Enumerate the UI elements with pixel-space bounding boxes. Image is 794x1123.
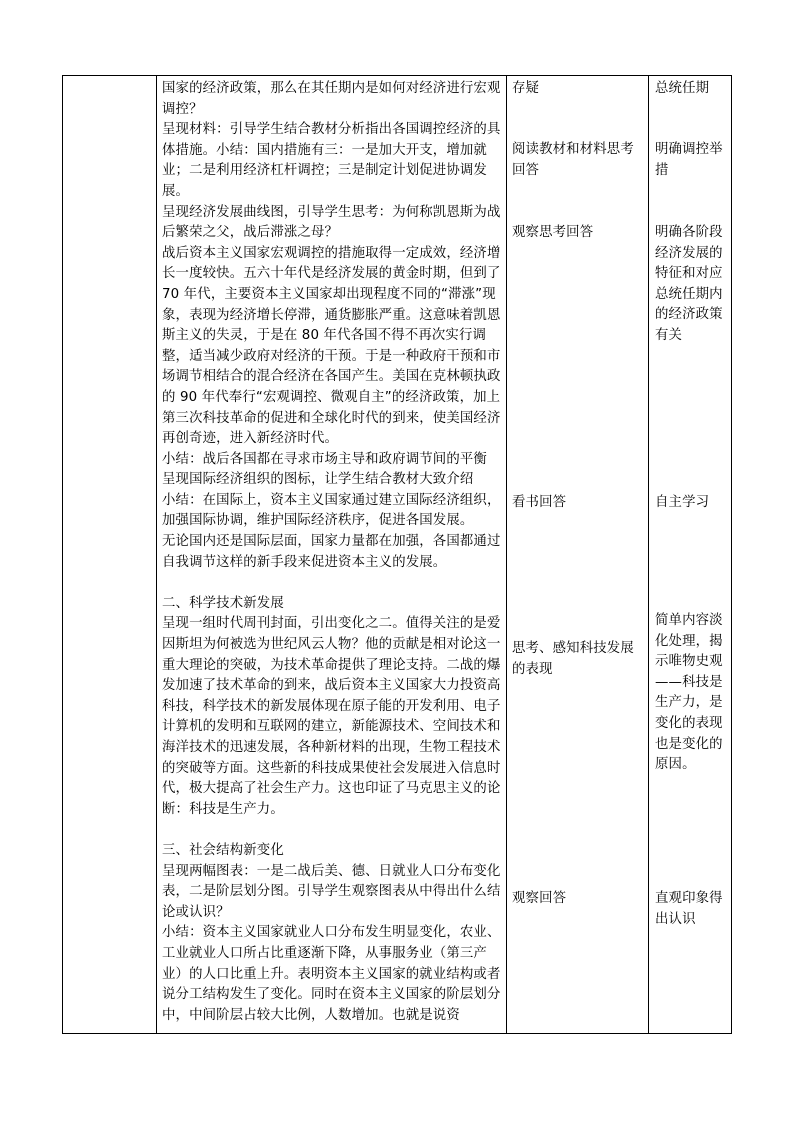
column-divider	[156, 76, 157, 1033]
design-intent: 简单内容淡化处理，揭示唯物史观——科技是生产力，是变化的表现也是变化的原因。	[655, 613, 723, 773]
section-heading: 三、社会结构新变化	[162, 842, 284, 858]
section-heading: 二、科学技术新发展	[162, 595, 284, 611]
student-activity: 观察回答	[512, 891, 567, 906]
paragraph: 呈现经济发展曲线图，引导学生思考：为何称凯恩斯为战后繁荣之父，战后滞涨之母？	[162, 204, 501, 241]
column-divider	[648, 76, 649, 1033]
design-intent: 明确调控举措	[655, 142, 723, 178]
paragraph: 呈现材料：引导学生结合教材分析指出各国调控经济的具体措施。小结：国内措施有三：一是加大开支，增加就业；二是利用经济杠杆调控；三是制定计划促进协调发展。	[162, 122, 501, 199]
student-activity: 思考、感知科技发展的表现	[512, 641, 634, 677]
paragraph: 呈现两幅图表：一是二战后美、德、日就业人口分布变化表，二是阶层划分图。引导学生观察图表从中得出什么结论或认识？	[162, 863, 501, 920]
paragraph: 呈现国际经济组织的图标，让学生结合教材大致介绍	[162, 472, 474, 488]
teaching-content-cell	[162, 79, 505, 1026]
paragraph: 呈现一组时代周刊封面，引出变化之二。值得关注的是爱因斯坦为何被选为世纪风云人物？他的贡献是相对论这一重大理论的突破，为技术革命提供了理论支持。二战的爆发加速了技术革命的到来，战后资本主义国家大力投资高科技，科学技术的新发展体现在原子能的开发利用、电子计算机的发明和互联网的建立，新能源技术、空间技术和海洋技术的迅速发展，各种新材料的出现，生物工程技术的突破等方面。这些新的科技成果使社会发展进入信息时代，极大提高了社会生产力。这也印证了马克思主义的论断：科技是生产力。	[162, 616, 501, 817]
design-intent: 直观印象得出认识	[655, 891, 723, 927]
student-activity: 观察思考回答	[512, 225, 594, 240]
student-activity: 阅读教材和材料思考回答	[512, 142, 634, 178]
column-divider	[506, 76, 507, 1033]
paragraph: 国家的经济政策，那么在其任期内是如何对经济进行宏观调控？	[162, 81, 501, 117]
student-activity: 存疑	[512, 81, 540, 96]
paragraph: 战后资本主义国家宏观调控的措施取得一定成效，经济增长一度较快。五六十年代是经济发展的黄金时期，但到了 70 年代，主要资本主义国家却出现程度不同的“滞涨”现象，表现为经济增长停滞，通货膨胀严重。这意味着凯恩斯主义的失灵，于是在 80 年代各国不得不再次实行调整，适当减少政府对经济的干预。于是一种政府干预和市场调节相结合的混合经济在各国产生。美国在克林顿执政的 90 年代奉行“宏观调控、微观自主”的经济政策，加上第三次科技革命的促进和全球化时代的到来，使美国经济再创奇迹，进入新经济时代。	[162, 245, 505, 447]
design-intent: 明确各阶段经济发展的特征和对应总统任期内的经济政策有关	[655, 225, 723, 343]
design-intent: 总统任期	[655, 81, 710, 96]
paragraph: 无论国内还是国际层面，国家力量都在加强，各国都通过自我调节这样的新手段来促进资本主义的发展。	[162, 534, 501, 570]
student-activity: 看书回答	[512, 495, 567, 510]
paragraph: 小结：在国际上，资本主义国家通过建立国际经济组织，加强国际协调，维护国际经济秩序，促进各国发展。	[162, 492, 501, 529]
paragraph: 小结：资本主义国家就业人口分布发生明显变化，农业、工业就业人口所占比重逐渐下降，从事服务业（第三产业）的人口比重上升。表明资本主义国家的就业结构或者说分工结构发生了变化。同时在资本主义国家的阶层划分中，中间阶层占较大比例，人数增加。也就是说资	[162, 925, 501, 1023]
lesson-plan-table	[62, 75, 732, 1034]
paragraph: 小结：战后各国都在寻求市场主导和政府调节间的平衡	[162, 451, 487, 467]
design-intent: 自主学习	[655, 495, 710, 510]
